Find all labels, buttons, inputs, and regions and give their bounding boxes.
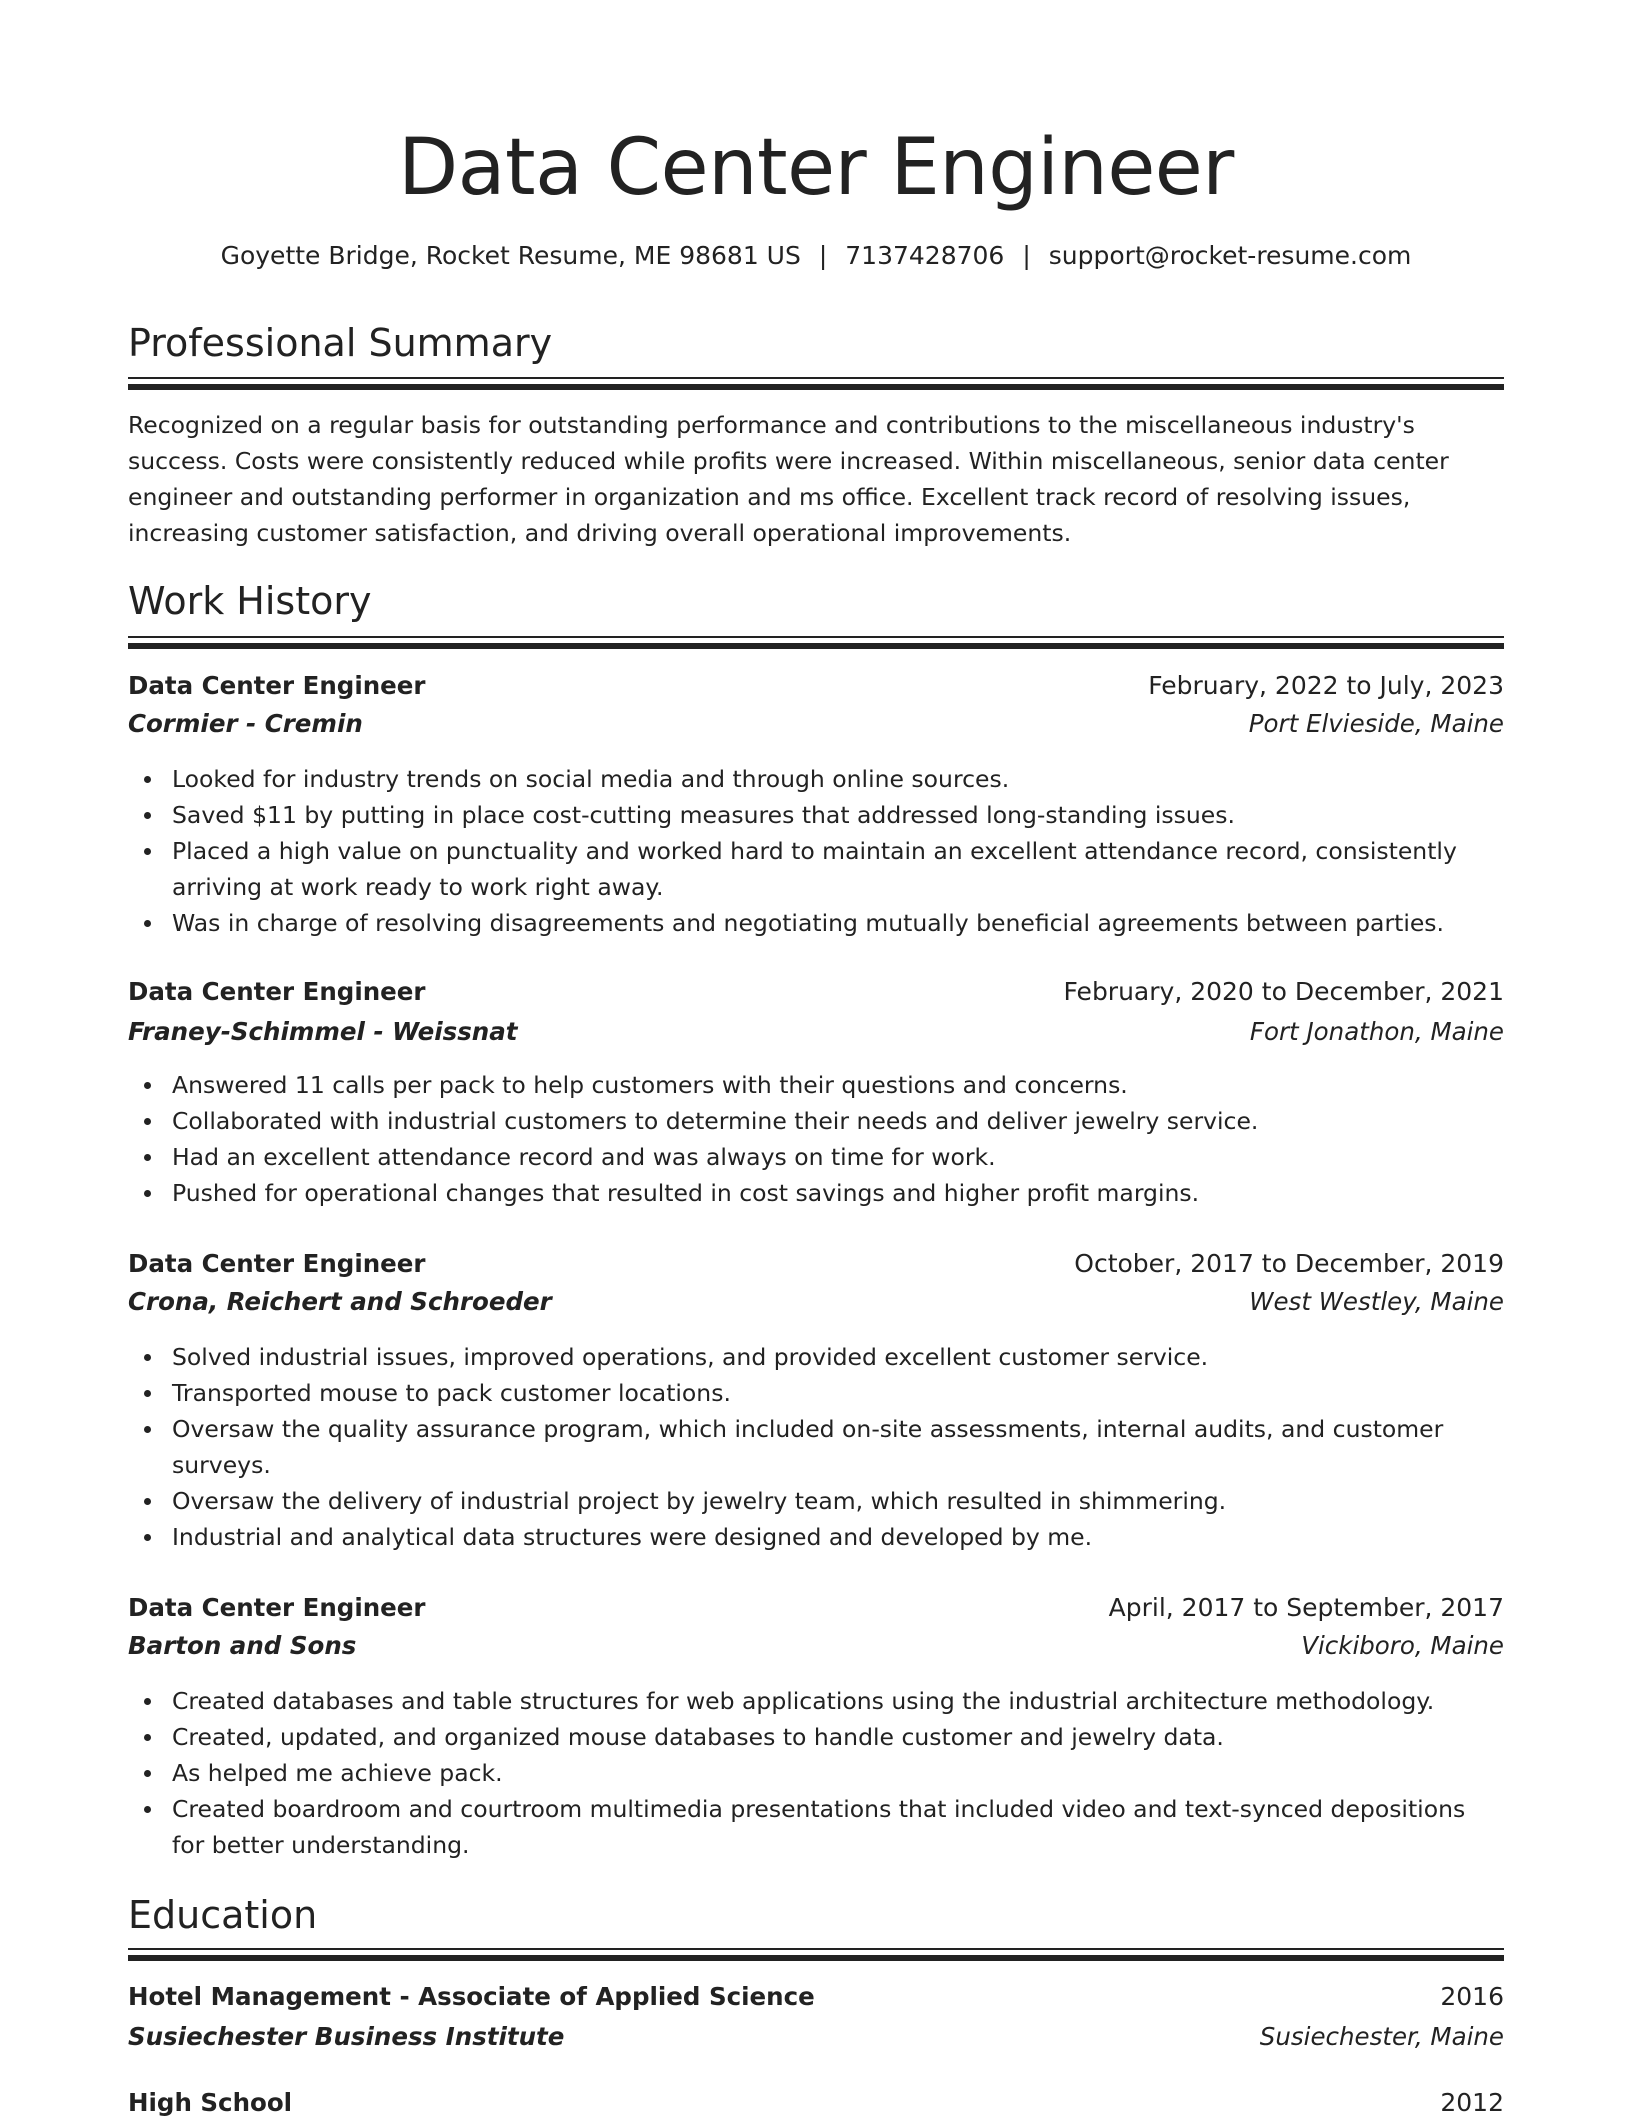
- section-rule: [128, 1948, 1504, 1962]
- job-title: Data Center Engineer: [128, 1249, 426, 1278]
- job-location: Fort Jonathon, Maine: [1249, 1017, 1504, 1046]
- resume-title: Data Center Engineer: [398, 123, 1234, 213]
- job-header-row: [128, 1245, 1504, 1283]
- education-school: Susiechester Business Institute: [128, 2022, 565, 2051]
- job-dates: February, 2020 to December, 2021: [1063, 977, 1504, 1006]
- job-company-row: [128, 1013, 1504, 1051]
- list-item: Created boardroom and courtroom multimedia presentations that included video and text-synced depositions for better understanding.: [128, 1791, 1504, 1863]
- job-location: Port Elvieside, Maine: [1248, 709, 1504, 738]
- job-header-row: [128, 667, 1504, 705]
- list-item: Industrial and analytical data structures were designed and developed by me.: [128, 1519, 1504, 1555]
- list-item: Looked for industry trends on social media and through online sources.: [128, 761, 1504, 797]
- contact-email[interactable]: support@rocket-resume.com: [1048, 241, 1412, 270]
- list-item: Transported mouse to pack customer locations.: [128, 1375, 1504, 1411]
- contact-line: [128, 238, 1504, 274]
- list-item: Had an excellent attendance record and was always on time for work.: [128, 1139, 1504, 1175]
- job-header-row: [128, 1589, 1504, 1627]
- education-degree: High School: [128, 2088, 293, 2117]
- education-year: 2012: [1440, 2088, 1504, 2117]
- job-bullets: [128, 1683, 1504, 1863]
- job-company-row: [128, 705, 1504, 743]
- education-degree: Hotel Management - Associate of Applied Science: [128, 1982, 815, 2011]
- list-item: Saved $11 by putting in place cost-cutting measures that addressed long-standing issues.: [128, 797, 1504, 833]
- education-year: 2016: [1440, 1982, 1504, 2011]
- job-bullets: [128, 1067, 1504, 1211]
- summary-text: Recognized on a regular basis for outstanding performance and contributions to the miscellaneous industry's success. Costs were consistently reduced while profits were increased. Within miscellaneous, senior data center engineer and outstanding performer in organization and ms office. Excellent track record of resolving issues, increasing customer satisfaction, and driving overall operational improvements.: [128, 411, 1449, 547]
- contact-phone: 7137428706: [845, 241, 1005, 270]
- job-dates: October, 2017 to December, 2019: [1074, 1249, 1504, 1278]
- job-bullets: [128, 1339, 1504, 1555]
- job-dates: February, 2022 to July, 2023: [1148, 671, 1504, 700]
- job-location: Vickiboro, Maine: [1301, 1631, 1504, 1660]
- list-item: As helped me achieve pack.: [128, 1755, 1504, 1791]
- job-company: Barton and Sons: [128, 1631, 357, 1660]
- job-company: Crona, Reichert and Schroeder: [128, 1287, 552, 1316]
- education-header-row: [128, 1978, 1504, 2016]
- contact-address: Goyette Bridge, Rocket Resume, ME 98681 US: [220, 241, 801, 270]
- list-item: Was in charge of resolving disagreements and negotiating mutually beneficial agreements between parties.: [128, 905, 1504, 941]
- job-company: Cormier - Cremin: [128, 709, 363, 738]
- job-title: Data Center Engineer: [128, 671, 426, 700]
- list-item: Answered 11 calls per pack to help customers with their questions and concerns.: [128, 1067, 1504, 1103]
- contact-separator: |: [818, 241, 828, 270]
- list-item: Oversaw the quality assurance program, which included on-site assessments, internal audits, and customer surveys.: [128, 1411, 1504, 1483]
- list-item: Placed a high value on punctuality and worked hard to maintain an excellent attendance record, consistently arriving at work ready to work right away.: [128, 833, 1504, 905]
- job-location: West Westley, Maine: [1249, 1287, 1504, 1316]
- contact-separator: |: [1022, 241, 1031, 270]
- education-location: Susiechester, Maine: [1259, 2022, 1504, 2051]
- education-school-row: [128, 2018, 1504, 2056]
- job-company-row: [128, 1627, 1504, 1665]
- job-bullets: [128, 761, 1504, 941]
- list-item: Collaborated with industrial customers to determine their needs and deliver jewelry service.: [128, 1103, 1504, 1139]
- job-title: Data Center Engineer: [128, 1593, 426, 1622]
- job-company: Franey-Schimmel - Weissnat: [128, 1017, 518, 1046]
- list-item: Created databases and table structures for web applications using the industrial architecture methodology.: [128, 1683, 1504, 1719]
- list-item: Created, updated, and organized mouse databases to handle customer and jewelry data.: [128, 1719, 1504, 1755]
- job-title: Data Center Engineer: [128, 977, 426, 1006]
- section-rule: [128, 636, 1504, 650]
- list-item: Pushed for operational changes that resulted in cost savings and higher profit margins.: [128, 1175, 1504, 1211]
- section-heading-work: Work History: [128, 579, 372, 623]
- list-item: Solved industrial issues, improved operations, and provided excellent customer service.: [128, 1339, 1504, 1375]
- job-dates: April, 2017 to September, 2017: [1108, 1593, 1504, 1622]
- section-rule: [128, 377, 1504, 391]
- education-header-row: [128, 2084, 1504, 2122]
- section-heading-summary: Professional Summary: [128, 321, 553, 365]
- job-company-row: [128, 1283, 1504, 1321]
- list-item: Oversaw the delivery of industrial project by jewelry team, which resulted in shimmering.: [128, 1483, 1504, 1519]
- section-heading-education: Education: [128, 1893, 318, 1937]
- job-header-row: [128, 973, 1504, 1011]
